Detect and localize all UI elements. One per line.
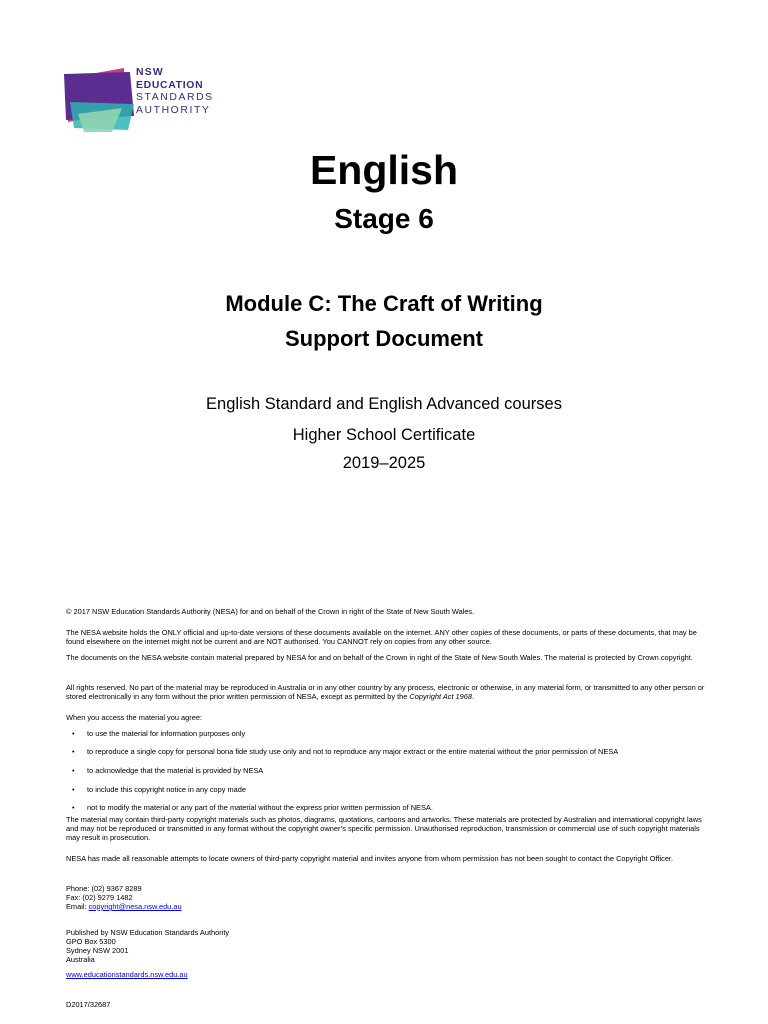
stage-heading: Stage 6 [334,203,434,234]
email-label: Email: [66,902,89,911]
list-item-text: to reproduce a single copy for personal bona fide study use only and not to reproduce any major extract or the entire material without the prior permission of NESA [87,747,619,756]
contact-block [66,884,706,911]
support-document-title: Support Document [285,326,483,351]
copyright-paragraph [66,607,706,616]
nesa-logo [64,66,136,134]
bullet-icon: • [72,766,75,775]
third-party-text: The material may contain third-party copyright materials such as photos, diagrams, quotations, cartoons and artworks. These materials are protected by Australian and international copyright laws and may not be reproduced or transmitted in any format without the copyright owner’s specific permission. Unauthorised reproduction, transmission or commercial use of such copyright materials may result in prosecution. [66,815,702,842]
logo-line-authority: AUTHORITY [136,104,211,116]
list-item-text: to acknowledge that the material is provided by NESA [87,766,264,775]
rights-reserved-text [66,683,706,701]
rights-reserved-paragraph [66,683,706,701]
publisher-name: Published by NSW Education Standards Authority [66,928,230,937]
publisher-address-country: Australia [66,955,95,964]
publisher-address-box: GPO Box 5300 [66,937,116,946]
rights-reserved-body: All rights reserved. No part of the material may be reproduced in Australia or in any other country by any process, electronic or otherwise, in any material form, or transmitted to any other person or stored electronically in any form without the prior written permission of NESA, except as permitted by the [66,683,705,701]
attempts-paragraph [66,854,706,863]
logo-line-nsw: NSW [136,67,164,78]
copyright-act-title: Copyright Act 1968 [409,692,473,701]
courses-line: English Standard and English Advanced courses [206,395,562,413]
bullet-icon: • [72,803,75,812]
logo-line-education: EDUCATION [136,79,204,91]
agree-intro-paragraph [66,713,706,722]
official-versions-paragraph [66,628,706,646]
certificate-line: Higher School Certificate [292,426,476,444]
fax-text: Fax: (02) 9279 1482 [66,893,133,902]
document-id-text: D2017/32687 [66,1000,111,1009]
phone-text: Phone: (02) 9367 8289 [66,884,142,893]
document-id [66,1000,706,1009]
crown-material-paragraph [66,653,706,662]
rights-reserved-period: . [472,692,475,701]
official-versions-text: The NESA website holds the ONLY official and up-to-date versions of these documents available on the internet. ANY other copies of these documents, or parts of these documents, that may be found elsewhere on the internet might not be current and are NOT authorised. You CANNOT rely on copies from any other source. [66,628,697,646]
bullet-icon: • [72,729,75,738]
copyright-text: © 2017 NSW Education Standards Authority (NESA) for and on behalf of the Crown in right of the State of New South Wales. [66,607,475,616]
logo-wordmark [136,67,214,117]
document-title: English [309,147,459,193]
bullet-icon: • [72,785,75,794]
third-party-paragraph [66,815,706,842]
list-item-text: to use the material for information purposes only [87,729,246,738]
agree-list [66,729,706,812]
logo-line-standards: STANDARDS [136,92,214,104]
years-line: 2019–2025 [342,454,426,472]
email-link[interactable]: copyright@nesa.nsw.edu.au [88,902,182,911]
agree-intro-text: When you access the material you agree: [66,713,202,722]
list-item-text: to include this copyright notice in any copy made [87,785,246,794]
publisher-block [66,928,706,964]
list-item-text: not to modify the material or any part of the material without the express prior written permission of NESA. [87,803,433,812]
attempts-text: NESA has made all reasonable attempts to locate owners of third-party copyright material and invites anyone from whom permission has not been sought to contact the Copyright Officer. [66,854,674,863]
nesa-logo-mark-icon [64,66,136,134]
website-link[interactable]: www.educationstandards.nsw.edu.au [66,970,188,979]
website-line [66,970,706,979]
module-title: Module C: The Craft of Writing [225,291,543,316]
publisher-address-city: Sydney NSW 2001 [66,946,129,955]
bullet-icon: • [72,747,75,756]
email-line [66,902,706,911]
crown-material-text: The documents on the NESA website contain material prepared by NESA for and on behalf of the Crown in right of the State of New South Wales. The material is protected by Crown copyright. [66,653,693,662]
